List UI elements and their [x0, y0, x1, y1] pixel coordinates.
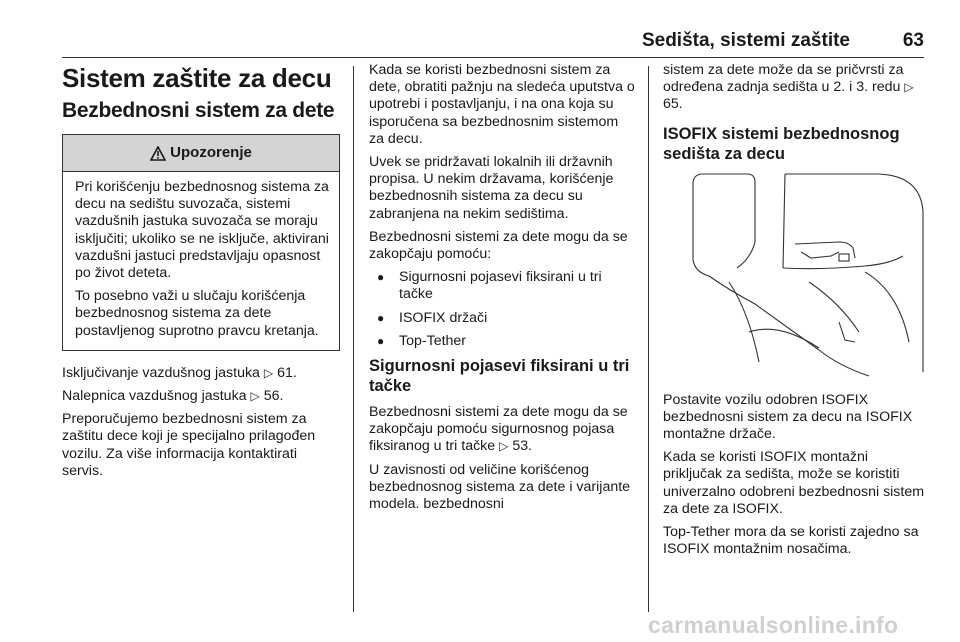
section-heading: Sistem zaštite za decu — [62, 63, 332, 93]
watermark: carmanualsonline.info — [648, 612, 899, 638]
warning-body — [63, 172, 339, 350]
reference-link[interactable]: 53. — [512, 438, 533, 455]
cross-reference: Nalepnica vazdušnog jastuka ▷ 56. — [62, 388, 284, 405]
column-divider-2 — [648, 66, 649, 612]
page-reference-arrow-icon: ▷ — [263, 365, 274, 380]
page-reference-arrow-icon: ▷ — [250, 389, 260, 404]
list-item: ● Sigurnosni pojasevi fiksirani u tri tačke — [369, 269, 635, 303]
body-paragraph: Postavite vozilu odobren ISOFIX bezbednosni sistem za decu na ISOFIX montažne držače. — [663, 391, 913, 443]
reference-link[interactable]: 61. — [277, 364, 297, 381]
page-number: 63 — [902, 30, 924, 51]
warning-box — [62, 134, 340, 351]
warning-paragraph: To posebno važi u slučaju korišćenja bezbednosnog sistema za dete postavljenog suprotno pravcu kretanja. — [75, 288, 319, 339]
body-paragraph: Top-Tether mora da se koristi zajedno sa ISOFIX montažnim nosačima. — [663, 524, 919, 558]
page-reference-arrow-icon: ▷ — [499, 439, 509, 454]
column-2 — [369, 62, 635, 519]
body-paragraph: Bezbednosni sistemi za dete mogu da se zakopčaju pomoću: — [369, 228, 628, 263]
page-header — [62, 30, 924, 58]
cross-reference: Isključivanje vazdušnog jastuka ▷ 61. — [62, 364, 297, 381]
reference-link[interactable]: 65. — [663, 96, 683, 113]
warning-paragraph: Pri korišćenju bezbednosnog sistema za decu na sedištu suvozača, sistemi vazdušnih jastuka suvozača se moraju isključiti; ukoliko se ne isključe, aktivirani vazdušni jastuci predstavljaju opasnost po život deteta. — [75, 179, 329, 282]
warning-title: Upozorenje — [170, 144, 252, 162]
column-3 — [663, 62, 929, 564]
column-divider-1 — [353, 66, 354, 612]
body-paragraph: Kada se koristi bezbednosni sistem za dete, obratiti pažnju na sledeća uputstva o upotrebi i postavljanju, i na ona koja su isporučena sa bezbednosnim sistemom za decu. — [369, 62, 635, 147]
header-title: Sedišta, sistemi zaštite — [641, 30, 850, 51]
subsection-heading: ISOFIX sistemi bezbednosnog sedišta za decu — [663, 124, 900, 163]
body-paragraph: Bezbednosni sistemi za dete mogu da se zakopčaju pomoću sigurnosnog pojasa fiksiranog u tri tačke ▷ 53. — [369, 404, 628, 455]
body-paragraph: Preporučujemo bezbednosni sistem za zaštitu dece koji je specijalno prilagođen vozilu. Za više informacija kontaktirati servis. — [62, 411, 316, 479]
warning-triangle-icon — [150, 146, 166, 161]
body-paragraph: Kada se koristi ISOFIX montažni priključak za sedišta, može se koristiti univerzalno odobreni bezbednosni sistem za dete za ISOFIX. — [663, 449, 925, 517]
body-paragraph: U zavisnosti od veličine korišćenog bezbednosnog sistema za dete i varijante modela. bezbednosni — [369, 461, 631, 513]
column-1 — [62, 62, 340, 486]
list-item: ● Top-Tether — [369, 333, 635, 350]
subsection-heading: Sigurnosni pojasevi fiksirani u tri tačke — [369, 357, 630, 396]
bullet-list — [369, 269, 635, 350]
body-paragraph: sistem za dete može da se pričvrsti za određena zadnja sedišta u 2. i 3. redu ▷ 65. — [663, 62, 914, 113]
body-paragraph: Uvek se pridržavati lokalnih ili državnih propisa. U nekim državama, korišćenje bezbednosnih sistema za decu su zabranjena na nekim sedištima. — [369, 154, 614, 222]
section-subheading: Bezbednosni sistem za dete — [62, 99, 335, 122]
warning-header — [63, 135, 339, 172]
isofix-seat-illustration — [689, 172, 925, 378]
list-item: ● ISOFIX držači — [369, 310, 635, 327]
reference-link[interactable]: 56. — [263, 388, 284, 405]
header-rule — [62, 57, 924, 58]
page-reference-arrow-icon: ▷ — [904, 80, 914, 95]
